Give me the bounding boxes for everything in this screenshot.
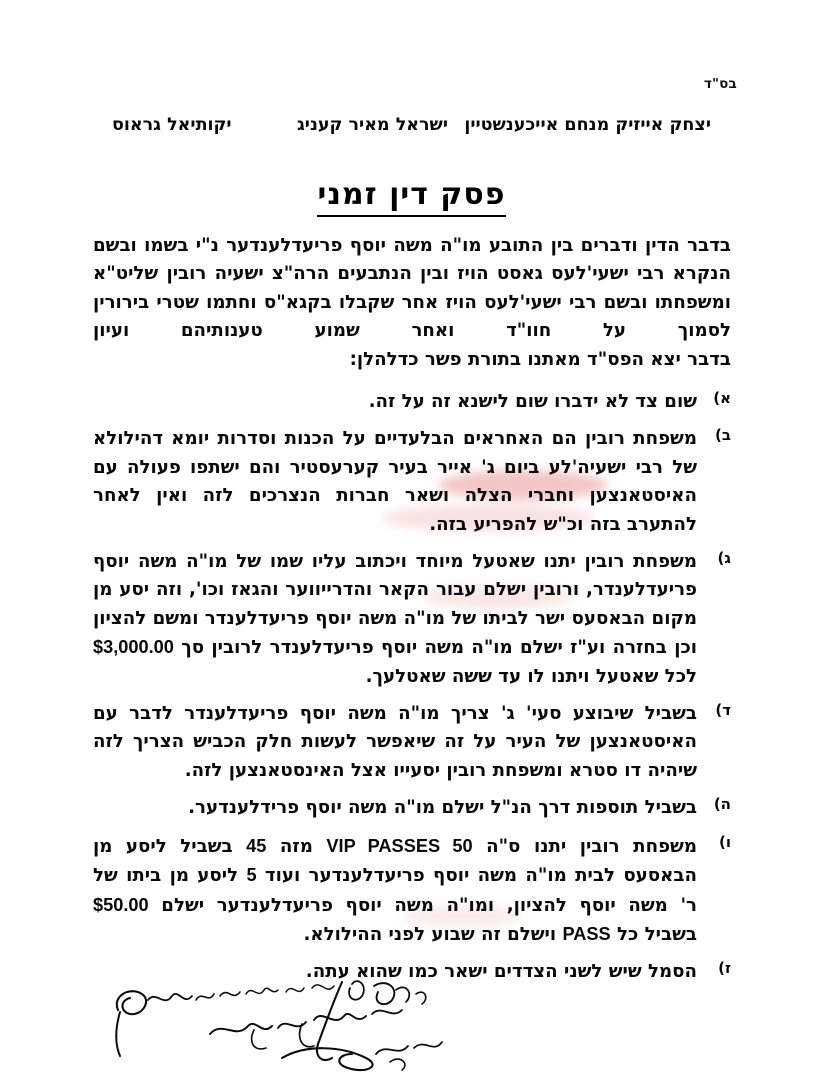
clause-item xyxy=(93,548,731,691)
clause-marker: ז) xyxy=(718,959,731,978)
clause-text: בשביל שיבוצע סעי' ג' צריך מו"ה משה יוסף פריעדלענדר לדבר עם האיסטאנצען של העיר על זה שיאפשר לעשות חלק הכביש הצריך לזה שיהיה דו סטרא ומשפחת רובין יסעייו אצל האינסטאנצען לזה. xyxy=(93,703,697,781)
bsd-marker: בס"ד xyxy=(703,76,737,92)
intro-block xyxy=(93,232,731,374)
judge-name-2: ישראל מאיר קעניג xyxy=(296,115,448,135)
clause-list xyxy=(93,388,731,996)
page-title: פסק דין זמני xyxy=(317,178,505,217)
clause-item xyxy=(93,425,731,539)
page-title-wrap xyxy=(0,178,823,217)
clause-item xyxy=(93,832,731,950)
clause-text: בשביל תוספות דרך הנ"ל ישלם מו"ה משה יוסף פרידלענדער. xyxy=(188,797,697,819)
latin-run: $3,000.00 xyxy=(93,637,174,658)
clause-text: שום צד לא ידברו שום לישנא זה על זה. xyxy=(368,391,697,412)
judge-name-1: יצחק אייזיק מנחם אייכענשטיין xyxy=(464,115,711,135)
clause-item xyxy=(93,388,731,416)
clause-marker: ו) xyxy=(718,832,731,851)
intro-paragraph: בדבר הדין ודברים בין התובע מו"ה משה יוסף פריעדלענדער נ"י בשמו ובשם הנקרא רבי ישעי'לעס גאסט הויז ובין הנתבעים הרה"צ ישעיה רובין שליט"א ומשפחתו ובשם רבי ישעי'לעס הויז אחר שקבלו בקגא"ס וחתמו שטרי בירורין לסמוך על חוו"ד ואחר שמוע טענותיהם ועיון xyxy=(93,235,731,342)
intro-closing: בדבר יצא הפס"ד מאתנו בתורת פשר כדלהלן: xyxy=(349,348,731,370)
latin-run: $50.00 xyxy=(93,894,149,915)
clause-text: הסמל שיש לשני הצדדים ישאר כמו שהוא עתה. xyxy=(305,961,697,983)
latin-run: 45 xyxy=(246,835,267,856)
clause-item xyxy=(93,794,731,822)
latin-run: PASS xyxy=(562,923,611,944)
clause-text: משפחת רובין הם האחראים הבלעדיים על הכנות וסדרות יומא דהילולא של רבי ישעיה'לע ביום ג' אייר בעיר קערעסטיר והם ישתפו פעולה עם האיסטאנצען וחברי הצלה ושאר חברות הנצרכים לזה ואין לאחר להתערב בזה וכ"ש להפריע בזה. xyxy=(93,428,697,535)
latin-run: VIP PASSES 50 xyxy=(326,835,473,856)
clause-marker: א) xyxy=(713,389,731,407)
signature-block xyxy=(90,970,510,1080)
judges-panel xyxy=(112,115,711,135)
clause-text: משפחת רובין יתנו ס"ה VIP PASSES 50 מזה 45 בשביל ליסע מן הבאסעס לבית מו"ה משה יוסף פריעדלענדער ועוד 5 ליסע מן ביתו של ר' משה יוסף להציון, ומו"ה משה יוסף פריעדלענדער ישלם $50.00 בשביל כל PASS וישלם זה שבוע לפני ההילולא. xyxy=(93,835,697,945)
latin-run: 5 xyxy=(246,865,257,886)
clause-marker: ב) xyxy=(714,426,731,445)
clause-item xyxy=(93,700,731,785)
judge-name-3: יקותיאל גראוס xyxy=(112,115,232,135)
clause-marker: ד) xyxy=(715,701,731,720)
clause-text: משפחת רובין יתנו שאטעל מיוחד ויכתוב עליו שמו של מו"ה משה יוסף פריעדלענדר, ורובין ישלם עבור הקאר והדרייווער והגאז וכו', וזה יסע מן מקום הבאסעס ישר לביתו של מו"ה משה יוסף פריעדלענדר ומשם להציון וכן בחזרה וע"ז ישלם מו"ה משה יוסף פריעדלענדר לרובין סך $3,000.00 לכל שאטעל ויתנו לו עד ששה שאטלעך. xyxy=(93,551,697,687)
clause-marker: ג) xyxy=(717,549,731,568)
clause-marker: ה) xyxy=(713,795,731,814)
